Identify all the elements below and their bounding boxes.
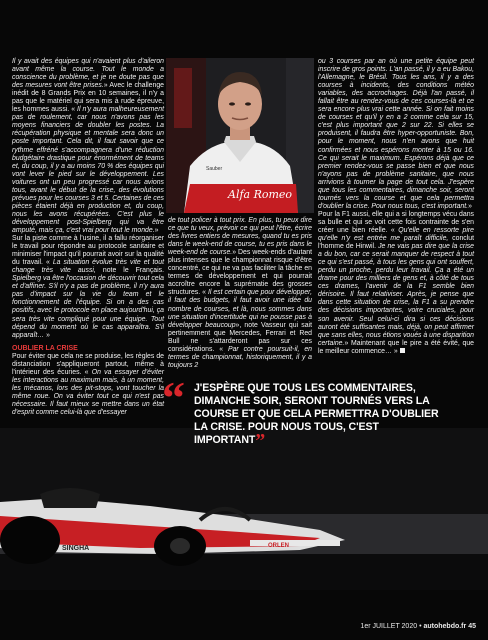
car-photo [0,428,488,590]
paragraph: Pour éviter que cela ne se produise, les règles de distanciation s'appliqueront partout, même à l'intérieur des écuries. « On va essayer d'éviter les interactions au maximum mais, à un moment, les mécanos, lors des pit-stops, vont toucher la même roue. On va éviter tout ce qui n'est pas nécessaire. Il faut mieux se mettre dans un état d'esprit comme celui-là que d'essayer [12,352,164,417]
page-number: 45 [468,623,476,630]
jacket-logo-sauber: Sauber [206,166,223,172]
jacket-logo-alfa: Alfa Romeo [228,188,293,201]
left-column [12,58,164,417]
portrait-illustration [166,58,314,213]
article-end-mark [400,348,405,353]
site-name: autohebdo.fr [423,623,467,630]
paragraph: Sur la piste comme à l'usine, il a fallu réorganiser le travail pour répondre au protocole sanitaire et minimiser l'impact qu'il pourrait avoir sur la qualité du travail. « La situation évolue très vite et tout change très vite aussi, note le Français. Spielberg va être l'occasion de découvrir tout cela et d'affiner. S'il n'y a pas de problème, il n'y aura pas d'impact sur la vie du team et le fonctionnement de l'équipe. Si on a des cas positifs, avec le protocole en place aujourd'hui, ça sera très vite compliqué pour une équipe. Tout dépend du moment où le cas apparaîtra. S'il apparaît… » [12,235,165,339]
close-quote-icon: ” [255,430,266,452]
section-subheading: OUBLIER LA CRISE [12,344,78,352]
right-column [318,58,474,356]
page-footer [360,623,476,630]
middle-column [168,217,312,370]
portrait-photo [166,58,314,213]
paragraph: Pour la F1 aussi, elle qui a si longtemps vécu dans sa bulle et qui se voit cette fois contrainte de s'en créer une bien réelle. « Qu'elle en ressorte pire qu'elle n'y est entrée me paraît difficile, conclut l'homme de Hinwil. Je ne vais pas dire que la crise a du bon, car ce serait manquer de respect à tout ce qui s'est passé, à tous les gens qui ont souffert, perdu un proche, perdu leur travail. Ça a été un drame pour des milliers de gens et, à côté de tous ces drames, l'avenir de la F1 semble bien dérisoire. Il faut relativiser. Après, je pense que dans cette situation de crise, la F1 a su prendre des décisions importantes, voire cruciales, pour son avenir. Seul celui-ci dira si ces décisions auront été suffisantes mais, déjà, on peut affirmer que sans elles, nous étions voués à une disparition certaine.» Maintenant que le pire a été évité, que le meilleur commence… » [318,210,475,355]
paragraph: de tout policer à tout prix. En plus, tu peux dire ce que tu veux, prévoir ce qui peut l'être, écrire des livres entiers de mesures, quand tu es pris dans le week-end de course, tu es pris dans le week-end de course.» Des week-ends d'autant plus intenses que le championnat risque d'être concentré, ce qui ne va pas faciliter la tâche en termes de développement et qui pourrait accroître encore la suprématie des grosses structures. « Il est certain que pour développer, il faut des budgets, il faut avoir une idée du nombre de courses, et là, nous sommes dans une situation d'incertitude qui ne pousse pas à développer beaucoup», note Vasseur qui sait pertinemment que Mercedes, Ferrari et Red Bull ne s'attarderont pas sur ces considérations. « Par contre poursuit-il, en termes de championnat, historiquement, il y a toujours 2 [168,217,313,369]
paragraph: ou 3 courses par an où une petite équipe peut inscrire de gros points. L'an passé, il y a eu Bakou, l'Allemagne, le Brésil. Tous les ans, il y a des courses à incidents, des conditions météo variables, des accrochages. Déjà l'an passé, il fallait être au rendez-vous de ces courses-là et ce sera encore plus vrai cette année. Si on fait moins de courses et qu'il y en a 2 comme cela sur 15, c'est plus important que 2 sur 22. Si elles se produisent, il faudra être hyper-opportuniste. Bon, pour le moment, nous n'en avons que huit confirmées et nous espérons monter à 15 ou 16. Ce qui serait le maximum. Espérons déjà que ce premier rendez-vous se passe bien et que nous n'ayons pas de problème sanitaire, que nous arrivions à tourner la page de tout cela. J'espère que tous les commentaires, dimanche soir, seront tournés vers la course et que cela permettra d'oublier la crise. Pour nous tous, c'est important.» [318,58,474,210]
issue-date: 1er JUILLET 2020 [360,623,418,630]
car-illustration [0,428,488,590]
car-sponsor-logo: ORLEN [268,543,289,549]
car-brand-logo: SINGHA [62,545,90,552]
paragraph: Il y avait des équipes qui n'avaient plus d'aileron avant même la course. Tout le monde a conscience du problème, et je ne doute pas que des mesures vont être prises.» Avec le challenge inédit de 8 Grands Prix en 10 semaines, il n'y a pas que le matériel qui sera mis à rude épreuve, les hommes aussi. « Il n'y aura malheureusement pas de roulement, car nous n'avons pas les moyens financiers de doubler les postes. La récupération physique et mentale sera donc un poste important. Cela dit, il faut savoir que ce rythme effréné s'accompagnera d'une réduction budgétaire drastique pour énormément de teams et, du coup, il y a au moins 70 % des équipes qui vont lever le pied sur le développement. Les voitures ont un peu progressé car nous avions tous, avant le début de la crise, des évolutions prévues pour les courses 3 et 5. Certaines de ces pièces étaient déjà en production et, du coup, nous les avons récupérées. C'est plus le développement post-Spielberg qui va être amputé, mais ça, c'est vrai pour tout le monde.» [12,58,164,234]
open-quote-icon: “ [162,372,185,423]
pull-quote-text: J'ESPÈRE QUE TOUS LES COMMENTAIRES, DIMANCHE SOIR, SERONT TOURNÉS VERS LA COURSE ET QUE CELA PERMETTRA D'OUBLIER LA CRISE. POUR NOUS TOUS, C'EST IMPORTANT” [194,382,439,452]
footer-separator: • [419,623,422,630]
